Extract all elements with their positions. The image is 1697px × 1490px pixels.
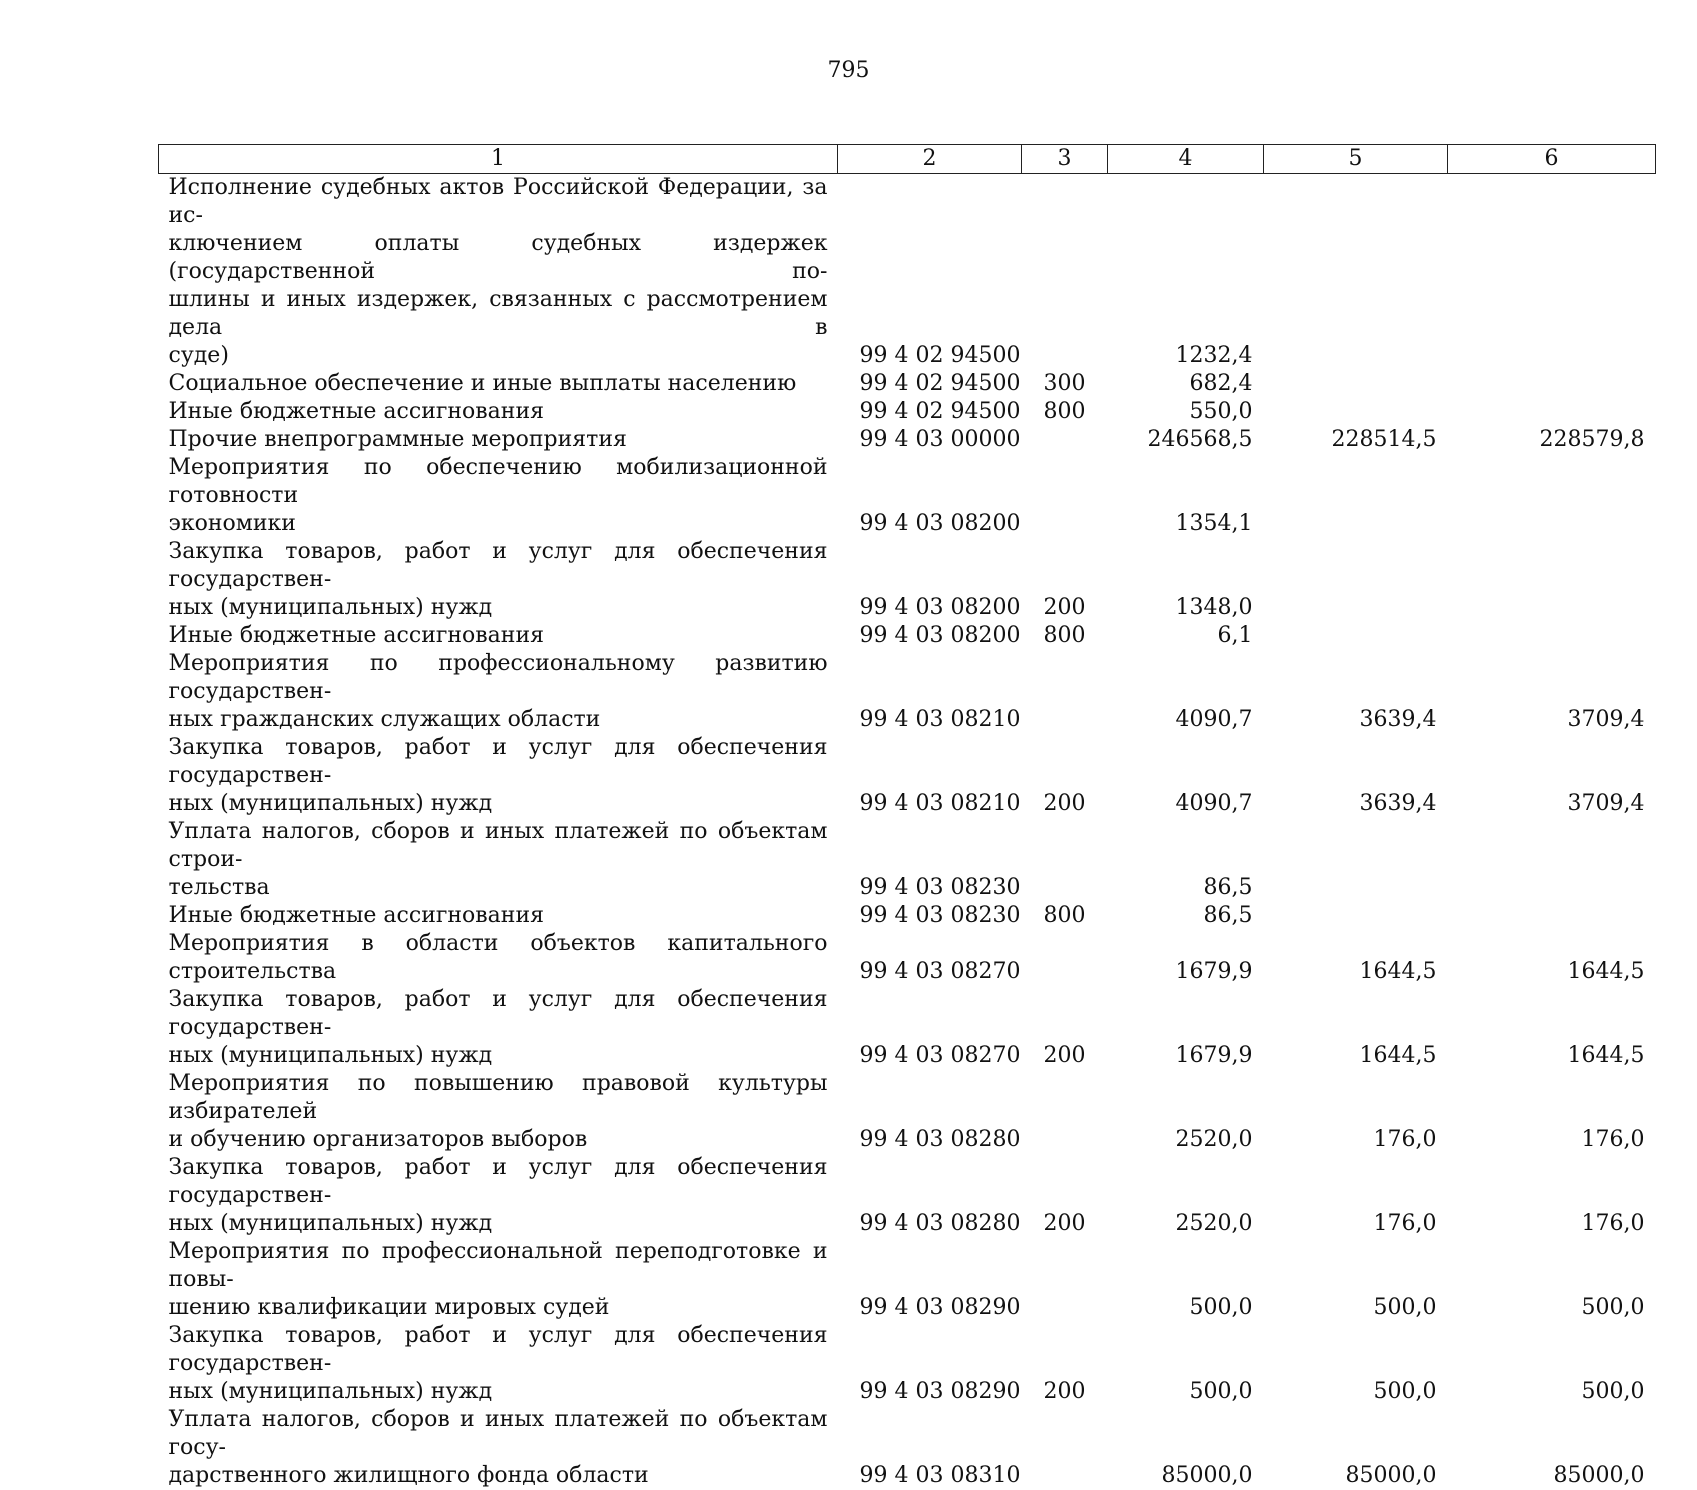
row-value-col5 bbox=[1264, 622, 1448, 650]
table-row bbox=[159, 174, 1656, 371]
table-row bbox=[159, 818, 1656, 902]
row-value-col6 bbox=[1448, 454, 1656, 538]
row-code: 99 4 03 08290 bbox=[838, 1238, 1022, 1322]
row-name-line: ных (муниципальных) нужд bbox=[169, 1378, 828, 1406]
row-name-line: Закупка товаров, работ и услуг для обеспечения государствен- bbox=[169, 734, 828, 790]
row-name bbox=[159, 1154, 838, 1238]
row-name-line: Прочие внепрограммные мероприятия bbox=[169, 426, 828, 454]
row-name-line: Уплата налогов, сборов и иных платежей по объектам строи- bbox=[169, 818, 828, 874]
row-value-col6: 500,0 bbox=[1448, 1322, 1656, 1406]
row-code: 99 4 03 08210 bbox=[838, 650, 1022, 734]
column-header-5: 5 bbox=[1264, 145, 1448, 174]
table-row bbox=[159, 1406, 1656, 1490]
row-name bbox=[159, 426, 838, 454]
row-name bbox=[159, 454, 838, 538]
row-expense-type: 200 bbox=[1022, 734, 1108, 818]
row-value-col6 bbox=[1448, 622, 1656, 650]
row-code: 99 4 03 08200 bbox=[838, 454, 1022, 538]
table-row bbox=[159, 930, 1656, 986]
row-value-col6: 1644,5 bbox=[1448, 986, 1656, 1070]
row-name-line: ных (муниципальных) нужд bbox=[169, 594, 828, 622]
row-code: 99 4 02 94500 bbox=[838, 174, 1022, 371]
row-name-line: Мероприятия по повышению правовой культуры избирателей bbox=[169, 1070, 828, 1126]
row-expense-type: 200 bbox=[1022, 1154, 1108, 1238]
row-name-line: Исполнение судебных актов Российской Федерации, за ис- bbox=[169, 174, 828, 230]
row-value-col4: 682,4 bbox=[1108, 370, 1264, 398]
row-expense-type bbox=[1022, 174, 1108, 371]
row-name-line: ных (муниципальных) нужд bbox=[169, 1042, 828, 1070]
row-name-line: ных (муниципальных) нужд bbox=[169, 790, 828, 818]
row-name-line: Мероприятия по профессиональному развитию государствен- bbox=[169, 650, 828, 706]
row-expense-type: 800 bbox=[1022, 902, 1108, 930]
row-value-col5: 1644,5 bbox=[1264, 986, 1448, 1070]
row-name-line: Мероприятия по профессиональной переподготовке и повы- bbox=[169, 1238, 828, 1294]
row-value-col6: 176,0 bbox=[1448, 1154, 1656, 1238]
row-value-col6: 3709,4 bbox=[1448, 734, 1656, 818]
row-value-col5 bbox=[1264, 454, 1448, 538]
column-header-3: 3 bbox=[1022, 145, 1108, 174]
row-name bbox=[159, 986, 838, 1070]
row-name bbox=[159, 1322, 838, 1406]
row-name bbox=[159, 1238, 838, 1322]
row-value-col5: 228514,5 bbox=[1264, 426, 1448, 454]
row-value-col4: 6,1 bbox=[1108, 622, 1264, 650]
row-value-col5 bbox=[1264, 398, 1448, 426]
row-value-col4: 1232,4 bbox=[1108, 174, 1264, 371]
row-value-col4: 4090,7 bbox=[1108, 734, 1264, 818]
row-value-col6 bbox=[1448, 398, 1656, 426]
table-body bbox=[159, 174, 1656, 1490]
row-name-line: Иные бюджетные ассигнования bbox=[169, 398, 828, 426]
table-row bbox=[159, 370, 1656, 398]
table-row bbox=[159, 986, 1656, 1070]
column-header-1: 1 bbox=[159, 145, 838, 174]
row-value-col5: 500,0 bbox=[1264, 1322, 1448, 1406]
row-value-col6 bbox=[1448, 818, 1656, 902]
row-value-col6: 176,0 bbox=[1448, 1070, 1656, 1154]
row-code: 99 4 03 08210 bbox=[838, 734, 1022, 818]
row-value-col5: 176,0 bbox=[1264, 1154, 1448, 1238]
row-name-line: ных (муниципальных) нужд bbox=[169, 1210, 828, 1238]
table-row bbox=[159, 454, 1656, 538]
table-header bbox=[159, 145, 1656, 174]
row-code: 99 4 03 08200 bbox=[838, 622, 1022, 650]
table-row bbox=[159, 622, 1656, 650]
column-header-6: 6 bbox=[1448, 145, 1656, 174]
row-expense-type bbox=[1022, 818, 1108, 902]
row-code: 99 4 03 08270 bbox=[838, 986, 1022, 1070]
row-value-col6: 500,0 bbox=[1448, 1238, 1656, 1322]
table-row bbox=[159, 1154, 1656, 1238]
row-value-col6 bbox=[1448, 538, 1656, 622]
column-header-2: 2 bbox=[838, 145, 1022, 174]
row-value-col4: 1354,1 bbox=[1108, 454, 1264, 538]
row-name-line: Мероприятия в области объектов капитального строительства bbox=[169, 930, 828, 986]
row-value-col5 bbox=[1264, 902, 1448, 930]
row-name bbox=[159, 902, 838, 930]
row-expense-type: 200 bbox=[1022, 986, 1108, 1070]
row-value-col5 bbox=[1264, 538, 1448, 622]
table-row bbox=[159, 426, 1656, 454]
row-value-col4: 85000,0 bbox=[1108, 1406, 1264, 1490]
row-name bbox=[159, 818, 838, 902]
row-value-col5 bbox=[1264, 174, 1448, 371]
table-row bbox=[159, 650, 1656, 734]
row-name-line: Иные бюджетные ассигнования bbox=[169, 902, 828, 930]
row-name bbox=[159, 930, 838, 986]
row-expense-type bbox=[1022, 426, 1108, 454]
column-header-4: 4 bbox=[1108, 145, 1264, 174]
row-value-col4: 1348,0 bbox=[1108, 538, 1264, 622]
row-name-line: Уплата налогов, сборов и иных платежей по объектам госу- bbox=[169, 1406, 828, 1462]
row-expense-type bbox=[1022, 1070, 1108, 1154]
row-value-col4: 1679,9 bbox=[1108, 986, 1264, 1070]
row-code: 99 4 03 08230 bbox=[838, 818, 1022, 902]
row-code: 99 4 03 08200 bbox=[838, 538, 1022, 622]
row-code: 99 4 03 08270 bbox=[838, 930, 1022, 986]
row-value-col5: 1644,5 bbox=[1264, 930, 1448, 986]
header-row bbox=[159, 145, 1656, 174]
row-value-col5: 500,0 bbox=[1264, 1238, 1448, 1322]
row-value-col4: 246568,5 bbox=[1108, 426, 1264, 454]
row-expense-type bbox=[1022, 1406, 1108, 1490]
row-name bbox=[159, 734, 838, 818]
row-value-col5: 3639,4 bbox=[1264, 650, 1448, 734]
row-name bbox=[159, 398, 838, 426]
row-value-col6: 1644,5 bbox=[1448, 930, 1656, 986]
row-name bbox=[159, 1406, 838, 1490]
row-value-col4: 4090,7 bbox=[1108, 650, 1264, 734]
budget-table bbox=[158, 144, 1656, 1490]
row-code: 99 4 02 94500 bbox=[838, 398, 1022, 426]
row-code: 99 4 03 08230 bbox=[838, 902, 1022, 930]
row-code: 99 4 03 08280 bbox=[838, 1070, 1022, 1154]
row-value-col6 bbox=[1448, 902, 1656, 930]
table-row bbox=[159, 902, 1656, 930]
row-value-col6 bbox=[1448, 370, 1656, 398]
row-expense-type bbox=[1022, 930, 1108, 986]
row-name bbox=[159, 650, 838, 734]
page-number: 795 bbox=[0, 56, 1697, 86]
row-value-col4: 500,0 bbox=[1108, 1322, 1264, 1406]
table-row bbox=[159, 398, 1656, 426]
row-value-col6: 3709,4 bbox=[1448, 650, 1656, 734]
row-name-line: Мероприятия по обеспечению мобилизационной готовности bbox=[169, 454, 828, 510]
row-code: 99 4 03 00000 bbox=[838, 426, 1022, 454]
row-value-col4: 550,0 bbox=[1108, 398, 1264, 426]
row-value-col4: 1679,9 bbox=[1108, 930, 1264, 986]
row-expense-type: 800 bbox=[1022, 622, 1108, 650]
row-code: 99 4 03 08310 bbox=[838, 1406, 1022, 1490]
row-value-col6: 228579,8 bbox=[1448, 426, 1656, 454]
row-value-col4: 2520,0 bbox=[1108, 1070, 1264, 1154]
row-code: 99 4 02 94500 bbox=[838, 370, 1022, 398]
row-expense-type bbox=[1022, 454, 1108, 538]
table-row bbox=[159, 1238, 1656, 1322]
row-name-line: шению квалификации мировых судей bbox=[169, 1294, 828, 1322]
table-row bbox=[159, 538, 1656, 622]
row-code: 99 4 03 08290 bbox=[838, 1322, 1022, 1406]
row-name-line: Закупка товаров, работ и услуг для обеспечения государствен- bbox=[169, 986, 828, 1042]
row-value-col4: 86,5 bbox=[1108, 818, 1264, 902]
row-value-col4: 86,5 bbox=[1108, 902, 1264, 930]
row-name-line: Закупка товаров, работ и услуг для обеспечения государствен- bbox=[169, 538, 828, 594]
row-value-col6 bbox=[1448, 174, 1656, 371]
row-expense-type: 800 bbox=[1022, 398, 1108, 426]
row-name-line: Закупка товаров, работ и услуг для обеспечения государствен- bbox=[169, 1154, 828, 1210]
row-value-col5 bbox=[1264, 370, 1448, 398]
row-value-col5: 3639,4 bbox=[1264, 734, 1448, 818]
row-expense-type: 200 bbox=[1022, 1322, 1108, 1406]
row-value-col5: 176,0 bbox=[1264, 1070, 1448, 1154]
row-name-line: ных гражданских служащих области bbox=[169, 706, 828, 734]
row-name bbox=[159, 538, 838, 622]
row-value-col5: 85000,0 bbox=[1264, 1406, 1448, 1490]
row-name bbox=[159, 370, 838, 398]
row-expense-type bbox=[1022, 650, 1108, 734]
row-value-col5 bbox=[1264, 818, 1448, 902]
row-expense-type bbox=[1022, 1238, 1108, 1322]
row-name bbox=[159, 1070, 838, 1154]
row-name-line: ключением оплаты судебных издержек (государственной по- bbox=[169, 230, 828, 286]
row-name bbox=[159, 174, 838, 371]
row-value-col4: 500,0 bbox=[1108, 1238, 1264, 1322]
row-expense-type: 200 bbox=[1022, 538, 1108, 622]
row-name-line: тельства bbox=[169, 874, 828, 902]
row-name-line: Закупка товаров, работ и услуг для обеспечения государствен- bbox=[169, 1322, 828, 1378]
row-name-line: дарственного жилищного фонда области bbox=[169, 1462, 828, 1490]
row-name bbox=[159, 622, 838, 650]
row-code: 99 4 03 08280 bbox=[838, 1154, 1022, 1238]
row-name-line: шлины и иных издержек, связанных с рассмотрением дела в bbox=[169, 286, 828, 342]
row-name-line: суде) bbox=[169, 342, 828, 370]
table-row bbox=[159, 734, 1656, 818]
row-expense-type: 300 bbox=[1022, 370, 1108, 398]
table-row bbox=[159, 1322, 1656, 1406]
row-value-col6: 85000,0 bbox=[1448, 1406, 1656, 1490]
row-name-line: Социальное обеспечение и иные выплаты населению bbox=[169, 370, 828, 398]
row-name-line: и обучению организаторов выборов bbox=[169, 1126, 828, 1154]
row-name-line: Иные бюджетные ассигнования bbox=[169, 622, 828, 650]
row-name-line: экономики bbox=[169, 510, 828, 538]
table-row bbox=[159, 1070, 1656, 1154]
row-value-col4: 2520,0 bbox=[1108, 1154, 1264, 1238]
